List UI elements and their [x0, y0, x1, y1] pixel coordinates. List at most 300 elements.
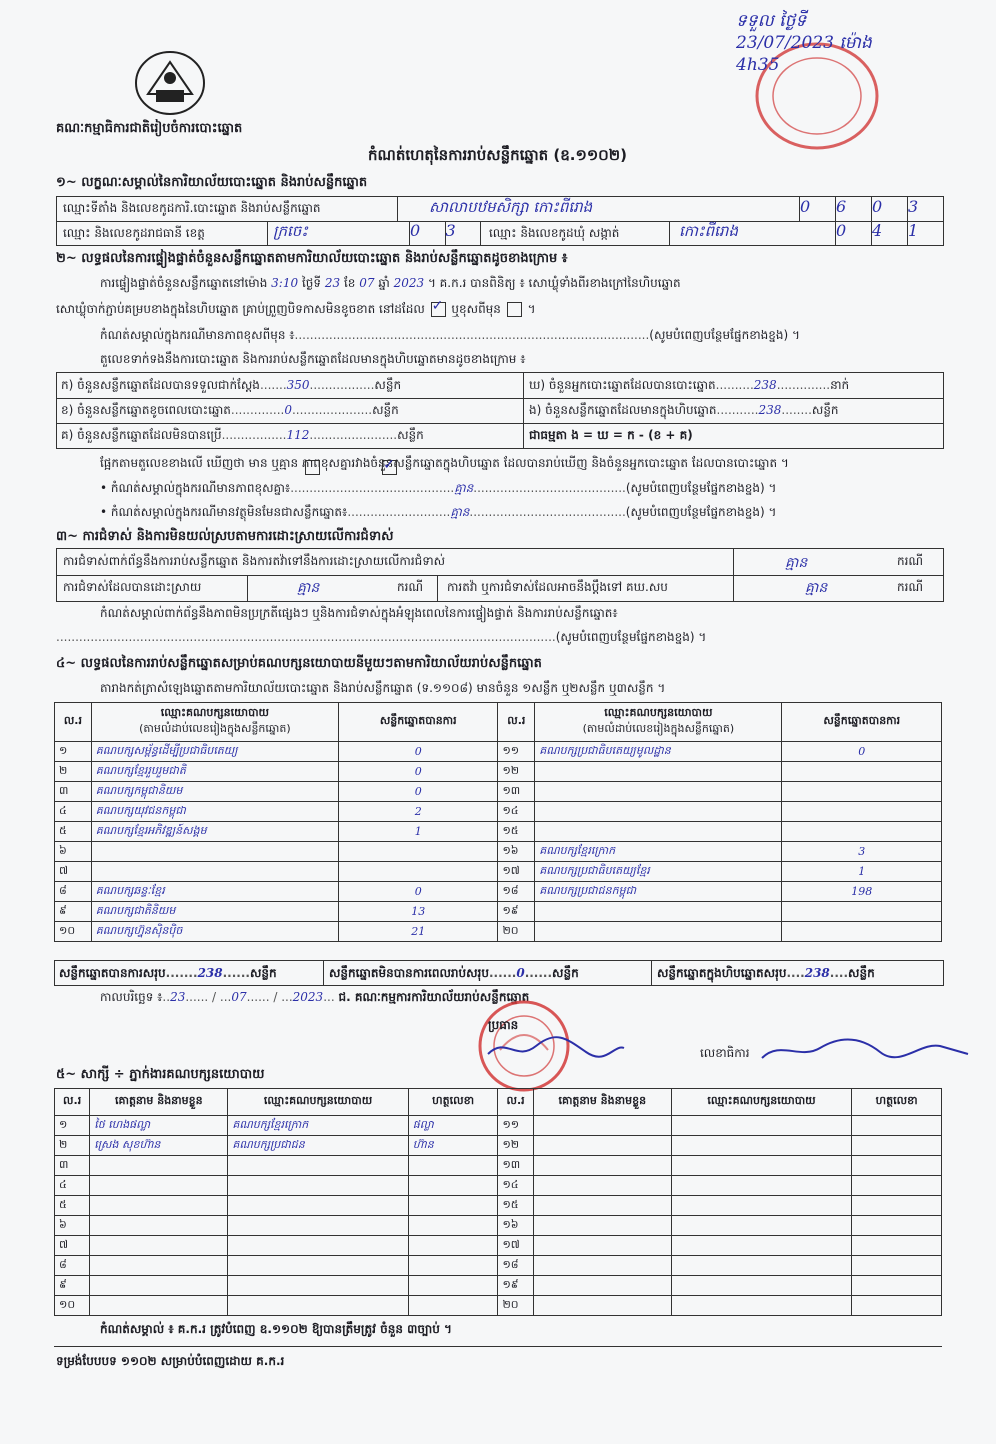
witness-signature [408, 1296, 498, 1316]
table-row [55, 1296, 942, 1316]
secretary-signature [760, 1030, 970, 1076]
witness-name [90, 1236, 228, 1256]
row-no: ១៩ [498, 1276, 533, 1296]
code-digit: 6 [835, 197, 871, 221]
witness-party [671, 1176, 851, 1196]
table-row [55, 782, 942, 802]
fill-note: (សូមបំពេញបន្ថែមផ្នែកខាងខ្នង) ។ [625, 481, 777, 495]
col-party-label: ឈ្មោះគណបក្សនយោបាយ [160, 706, 270, 719]
witness-header-row [55, 1089, 942, 1116]
witness-name [533, 1236, 671, 1256]
note-line: កំណត់សម្គាល់ក្នុងករណីមានភាពខុសពីមុន ៖.............................................................................................(សូមបំពេញបន្ថែមផ្នែកខាងខ្នង) ។ [100, 328, 800, 342]
col-no: ល.រ [498, 1089, 533, 1116]
row-no: ១៣ [498, 782, 535, 802]
tally-a: ក) ចំនួនសន្លឹកឆ្នោតដែលបានទទួលជាក់ស្តែង.......350.................សន្លឹក [61, 378, 402, 392]
col-party: ឈ្មោះគណបក្សនយោបាយ [228, 1089, 408, 1116]
d-label: ឃ) ចំនួនអ្នកបោះឆ្នោតដែលបានបោះឆ្នោត [529, 378, 716, 392]
row-no: ១៣ [498, 1156, 533, 1176]
unit: សន្លឹក [552, 966, 579, 980]
col-votes: សន្លឹកឆ្នោតបានការ [339, 703, 498, 742]
total-box: សន្លឹកឆ្នោតក្នុងហិបឆ្នោតសរុប....238....សន្លឹក [657, 966, 875, 980]
total-invalid-value: 0 [516, 966, 525, 980]
formula: ជាធម្មតា ង = ឃ = ក - (ខ + គ) [529, 428, 693, 442]
results-header-row [55, 703, 942, 742]
witness-name [90, 1256, 228, 1276]
total-box-value: 238 [804, 966, 830, 980]
col-no: ល.រ [498, 703, 535, 742]
witness-signature [408, 1156, 498, 1176]
row-no: ១០ [55, 922, 92, 942]
witness-party: គណបក្សប្រជាជន [228, 1136, 408, 1156]
line2-text: សោឃ្លុំចាក់ភ្ជាប់គម្របខាងក្នុងនៃហិបឆ្នោត គ្រាប់ព្រួញបិទកាសមិនខូចខាត នៅដដែល [56, 302, 425, 316]
party-name [535, 802, 782, 822]
month-value: 07 [359, 276, 375, 290]
witness-signature [408, 1256, 498, 1276]
bullet1-label: • កំណត់សម្គាល់ក្នុងករណីមានភាពខុសគ្នា៖ [100, 481, 291, 495]
sec1-box [56, 196, 944, 246]
line1-rest: ។ គ.ក.រ បានពិនិត្យ ៖ សោឃ្លុំទាំងពីរខាងក្រៅនៃហិបឆ្នោត [427, 276, 681, 290]
time-value: 3:10 [271, 276, 299, 290]
witness-signature [852, 1236, 942, 1256]
total-box-label: សន្លឹកឆ្នោតក្នុងហិបឆ្នោតសរុប [657, 966, 787, 980]
unchanged-checkbox[interactable] [431, 302, 446, 317]
witness-party [671, 1216, 851, 1236]
row1-value: សាលាបឋមសិក្សា កោះពីរោង [429, 198, 593, 216]
witness-name: ថៃ ហេងផល្លា [90, 1116, 228, 1136]
code-digit: 3 [907, 197, 943, 221]
row2-value: ក្រចេះ [273, 222, 308, 240]
witness-party [228, 1216, 408, 1236]
vote-count [339, 842, 498, 862]
table-row [55, 742, 942, 762]
table-row [55, 1176, 942, 1196]
unit: សន្លឹក [848, 966, 875, 980]
sec4-sub: តារាងកត់ត្រាសំឡេងឆ្នោតតាមការិយាល័យបោះឆ្នោត និងរាប់សន្លឹកឆ្នោត (ទ.១១០៨) មានចំនួន ១សន្លឹក ឬ២សន្លឹក ឬ៣សន្លឹក ។ [100, 681, 666, 695]
row-no: ១ [55, 1116, 90, 1136]
witness-name [533, 1156, 671, 1176]
row-no: ១៥ [498, 1196, 533, 1216]
witness-party [671, 1136, 851, 1156]
date-day: 23 [170, 990, 186, 1004]
col-party-sub: (តាមលំដាប់លេខរៀងក្នុងសន្លឹកឆ្នោត) [139, 722, 291, 735]
witness-name [90, 1196, 228, 1216]
party-name: គណបក្សសម្ព័ន្ធដើម្បីប្រជាធិបតេយ្យ [91, 742, 338, 762]
party-name: គណបក្សខ្មែរអភិវឌ្ឍន៍សង្គម [91, 822, 338, 842]
witness-signature [408, 1196, 498, 1216]
party-name: គណបក្សប្រជាធិបតេយ្យខ្មែរ [535, 862, 782, 882]
row2-label: ឈ្មោះ និងលេខកូដរាជធានី ខេត្ត [63, 226, 205, 240]
sec3-heading: ៣~ ការជំទាស់ និងការមិនយល់ស្របតាមការដោះស្រាយលើការជំទាស់ [56, 529, 394, 544]
row-no: ១៧ [498, 1236, 533, 1256]
witness-signature [408, 1236, 498, 1256]
col-no: ល.រ [55, 703, 92, 742]
party-name: គណបក្សហ្វ៊ុនស៊ិនប៉ិច [91, 922, 338, 942]
vote-count: 3 [782, 842, 942, 862]
table-row [55, 922, 942, 942]
c-label: គ) ចំនួនសន្លឹកឆ្នោតដែលមិនបានប្រើ [61, 428, 222, 442]
party-name [535, 922, 782, 942]
witness-name: ស្រេង សុខហ៊ាន [90, 1136, 228, 1156]
witness-name [533, 1216, 671, 1236]
witness-signature [852, 1216, 942, 1236]
totals-row [54, 960, 944, 986]
tally-box [56, 372, 944, 449]
stamp-note: ទទួល ថ្ងៃទី 23/07/2023 ម៉ោង 4h35 [736, 11, 872, 75]
party-name: គណបក្សប្រជាជនកម្ពុជា [535, 882, 782, 902]
org-name: គណៈកម្មាធិការជាតិរៀបចំការបោះឆ្នោត [56, 121, 243, 136]
table-row [55, 1276, 942, 1296]
bullet2-value: គ្មាន [450, 505, 470, 519]
row-no: ៦ [55, 842, 92, 862]
row-no: ១៨ [498, 1256, 533, 1276]
obj-r2-value2: គ្មាន [805, 580, 828, 596]
sign-label: ជ. គណៈកម្មការការិយាល័យរាប់សន្លឹកឆ្នោត [338, 990, 530, 1004]
vote-count [782, 902, 942, 922]
witness-party [671, 1196, 851, 1216]
bullet1-value: គ្មាន [454, 481, 474, 495]
col-no: ល.រ [55, 1089, 90, 1116]
row-no: ៩ [55, 1276, 90, 1296]
vote-count: 0 [339, 762, 498, 782]
total-invalid: សន្លឹកឆ្នោតមិនបានការពេលរាប់សរុប......0......សន្លឹក [329, 966, 579, 980]
fill-note: (សូមបំពេញបន្ថែមផ្នែកខាងខ្នង) ។ [625, 505, 777, 519]
total-valid-value: 238 [197, 966, 223, 980]
objection-box [56, 548, 944, 602]
sec3-fill-line: ...................................................................................................................................(សូមបំពេញបន្ថែមផ្នែកខាងខ្នង) ។ [56, 630, 707, 644]
col-party-label: ឈ្មោះគណបក្សនយោបាយ [604, 706, 713, 719]
witness-name [90, 1216, 228, 1236]
row-no: ១៧ [498, 862, 535, 882]
row-no: ៨ [55, 1256, 90, 1276]
row-no: ៥ [55, 822, 92, 842]
witness-signature [852, 1196, 942, 1216]
row2-value2: កោះពីរោង [679, 222, 738, 240]
witness-signature [852, 1156, 942, 1176]
party-name [535, 822, 782, 842]
total-valid-label: សន្លឹកឆ្នោតបានការសរុប [59, 966, 166, 980]
witness-party [228, 1156, 408, 1176]
witness-name [90, 1156, 228, 1176]
obj-r1-value: គ្មាន [785, 555, 808, 571]
party-name: គណបក្សខ្មែររួបរួមជាតិ [91, 762, 338, 782]
witness-party [228, 1236, 408, 1256]
table-row [55, 862, 942, 882]
obj-r2-value: គ្មាន [297, 580, 320, 596]
party-name [91, 862, 338, 882]
table-row [55, 1136, 942, 1156]
date-label: កាលបរិច្ឆេទ ៖ [100, 990, 163, 1004]
day-value: 23 [324, 276, 341, 290]
witness-signature [852, 1256, 942, 1276]
party-name [91, 842, 338, 862]
witness-party [671, 1236, 851, 1256]
row2-label2: ឈ្មោះ និងលេខកូដឃុំ សង្កាត់ [489, 226, 620, 240]
witness-name [533, 1276, 671, 1296]
table-row [55, 822, 942, 842]
fill-note: (សូមបំពេញបន្ថែមផ្នែកខាងខ្នង) ។ [649, 328, 800, 342]
c-value: 112 [286, 428, 310, 442]
b-label: ខ) ចំនួនសន្លឹកឆ្នោតខូចពេលបោះឆ្នោត [61, 403, 231, 417]
witness-party [228, 1296, 408, 1316]
month-label: ខែ [343, 276, 356, 290]
date-line: កាលបរិច្ឆេទ ៖..23...... / ...07...... / ...2023... ជ. គណៈកម្មការការិយាល័យរាប់សន្លឹកឆ្នោត [100, 990, 530, 1004]
witness-signature [408, 1176, 498, 1196]
a-label: ក) ចំនួនសន្លឹកឆ្នោតដែលបានទទួលជាក់ស្តែង [61, 378, 260, 392]
bullet2-label: • កំណត់សម្គាល់ក្នុងករណីមានវត្ថុមិនមែនជាសន្លឹកឆ្នោត៖ [100, 505, 348, 519]
witness-signature: ហ៊ាន [408, 1136, 498, 1156]
code-digit: 4 [871, 221, 907, 245]
table-row [55, 1256, 942, 1276]
code-digit: 0 [799, 197, 835, 221]
witness-name [90, 1176, 228, 1196]
row-no: ៣ [55, 1156, 90, 1176]
vote-count: 1 [782, 862, 942, 882]
table-row [55, 1156, 942, 1176]
witness-name [533, 1176, 671, 1196]
row1-code [799, 197, 943, 221]
witness-party [671, 1276, 851, 1296]
chair-signature [486, 1034, 626, 1064]
a-value: 350 [286, 378, 310, 392]
witness-name [533, 1116, 671, 1136]
sec2-intro: តួលេខទាក់ទងនឹងការបោះឆ្នោត និងការរាប់សន្លឹកឆ្នោតដែលមានក្នុងហិបឆ្នោតមានដូចខាងក្រោម ៖ [100, 352, 526, 366]
table-row [55, 1216, 942, 1236]
row-no: ៣ [55, 782, 92, 802]
year-label: ឆ្នាំ [378, 276, 390, 290]
witness-party [671, 1156, 851, 1176]
fill-note: (សូមបំពេញបន្ថែមផ្នែកខាងខ្នង) ។ [555, 630, 707, 644]
witness-table [54, 1088, 942, 1316]
col-sign: ហត្ថលេខា [852, 1089, 942, 1116]
table-row [55, 1196, 942, 1216]
e-value: 238 [758, 403, 782, 417]
witness-party: គណបក្សខ្មែរក្រោក [228, 1116, 408, 1136]
witness-name [533, 1296, 671, 1316]
vote-count: 0 [339, 882, 498, 902]
party-name: គណបក្សប្រជាធិបតេយ្យមូលដ្ឋាន [535, 742, 782, 762]
unit: សន្លឹក [249, 966, 277, 980]
witness-name [533, 1256, 671, 1276]
table-row [55, 882, 942, 902]
party-name [535, 782, 782, 802]
vote-count [339, 862, 498, 882]
row-no: ២ [55, 1136, 90, 1156]
code-digit: 3 [445, 221, 482, 245]
row-no: ១៩ [498, 902, 535, 922]
row-no: ១ [55, 742, 92, 762]
sec5-heading: ៥~ សាក្សី ÷ ភ្នាក់ងារគណបក្សនយោបាយ [56, 1067, 265, 1082]
witness-party [228, 1176, 408, 1196]
table-row [55, 762, 942, 782]
witness-name [90, 1296, 228, 1316]
row-no: ៤ [55, 802, 92, 822]
witness-party [228, 1196, 408, 1216]
code-digit: 0 [871, 197, 907, 221]
obj-r1-label: ការជំទាស់ពាក់ព័ន្ធនឹងការរាប់សន្លឹកឆ្នោត និងការតវ៉ាទៅនឹងការដោះស្រាយលើការជំទាស់ [63, 554, 446, 568]
note-label: កំណត់សម្គាល់ក្នុងករណីមានភាពខុសពីមុន ៖ [100, 328, 295, 342]
table-row [55, 1236, 942, 1256]
vote-count: 198 [782, 882, 942, 902]
table-row [55, 902, 942, 922]
sec4-heading: ៤~ លទ្ធផលនៃការរាប់សន្លឹកឆ្នោតសម្រាប់គណបក្សនយោបាយនីមួយៗតាមការិយាល័យរាប់សន្លឹកឆ្នោត [56, 656, 542, 671]
unit: នាក់ [830, 378, 850, 392]
changed-label: ឬខុសពីមុន [451, 302, 501, 316]
secretary-label: លេខាធិការ [700, 1046, 750, 1060]
row-no: ៩ [55, 902, 92, 922]
vote-count: 0 [339, 742, 498, 762]
b-value: 0 [284, 403, 292, 417]
party-name: គណបក្សយុវជនកម្ពុជា [91, 802, 338, 822]
row-no: ៥ [55, 1196, 90, 1216]
row-no: ១២ [498, 762, 535, 782]
date-year: 2023 [292, 990, 324, 1004]
vote-count [782, 822, 942, 842]
line1-text: ការផ្ទៀងផ្ទាត់ចំនួនសន្លឹកឆ្នោតនៅម៉ោង [100, 276, 268, 290]
witness-signature [852, 1276, 942, 1296]
vote-count [782, 922, 942, 942]
changed-checkbox[interactable] [507, 302, 522, 317]
obj-unit: ករណី [397, 580, 424, 594]
row-no: ៧ [55, 1236, 90, 1256]
witness-signature [408, 1216, 498, 1236]
obj-unit: ករណី [897, 554, 924, 568]
nec-logo [134, 50, 206, 116]
code-digit: 0 [409, 221, 445, 245]
table-row [55, 842, 942, 862]
unit: សន្លឹក [372, 403, 399, 417]
vote-count [782, 782, 942, 802]
row-no: ៧ [55, 862, 92, 882]
col-party [91, 703, 338, 742]
no-diff-checkbox[interactable] [382, 460, 397, 475]
witness-party [671, 1116, 851, 1136]
col-name: គោត្តនាម និងនាមខ្លួន [90, 1089, 228, 1116]
vote-count [782, 762, 942, 782]
unit: សន្លឹក [397, 428, 424, 442]
results-body [55, 742, 942, 942]
total-valid: សន្លឹកឆ្នោតបានការសរុប.......238......សន្លឹក [59, 966, 277, 980]
col-votes: សន្លឹកឆ្នោតបានការ [782, 703, 942, 742]
sec2-line2: សោឃ្លុំចាក់ភ្ជាប់គម្របខាងក្នុងនៃហិបឆ្នោត គ្រាប់ព្រួញបិទកាសមិនខូចខាត នៅដដែល ✓ ឬខុសពីមុន ។ [56, 302, 535, 317]
has-diff-checkbox[interactable] [305, 460, 320, 475]
party-name [535, 902, 782, 922]
row-no: ១៦ [498, 1216, 533, 1236]
vote-count: 1 [339, 822, 498, 842]
col-sign: ហត្ថលេខា [408, 1089, 498, 1116]
d-value: 238 [753, 378, 777, 392]
witness-party [228, 1256, 408, 1276]
witness-signature [852, 1296, 942, 1316]
row-no: ៤ [55, 1176, 90, 1196]
obj-r2-label: ការជំទាស់ដែលបានដោះស្រាយ [63, 580, 202, 594]
code-digit: 0 [835, 221, 871, 245]
date-month: 07 [231, 990, 247, 1004]
witness-name [533, 1136, 671, 1156]
table-row [55, 802, 942, 822]
col-party-sub: (តាមលំដាប់លេខរៀងក្នុងសន្លឹកឆ្នោត) [582, 722, 735, 735]
row-no: ២០ [498, 1296, 533, 1316]
footnote: កំណត់សម្គាល់ ៖ គ.ក.រ ត្រូវបំពេញ ឧ.១១០២ ឱ្យបានត្រឹមត្រូវ ចំនួន ៣ច្បាប់ ។ [100, 1322, 452, 1336]
sec2-heading: ២~ លទ្ធផលនៃការផ្ទៀងផ្ទាត់ចំនួនសន្លឹកឆ្នោតតាមការិយាល័យបោះឆ្នោត និងរាប់សន្លឹកឆ្នោតដូចខាងក្រោម ៖ [56, 251, 568, 266]
witness-signature [408, 1276, 498, 1296]
witness-name [533, 1196, 671, 1216]
row-no: ១២ [498, 1136, 533, 1156]
chair-label: ប្រធាន [488, 1018, 519, 1032]
total-invalid-label: សន្លឹកឆ្នោតមិនបានការពេលរាប់សរុប [329, 966, 489, 980]
day-label: ថ្ងៃទី [301, 276, 321, 290]
witness-signature [852, 1136, 942, 1156]
row-no: ១៤ [498, 802, 535, 822]
bullet1: • កំណត់សម្គាល់ក្នុងករណីមានភាពខុសគ្នា៖...........................................គ្មាន........................................(សូមបំពេញបន្ថែមផ្នែកខាងខ្នង) ។ [100, 481, 777, 495]
tally-d: ឃ) ចំនួនអ្នកបោះឆ្នោតដែលបានបោះឆ្នោត..........238..............នាក់ [529, 378, 850, 392]
witness-name [90, 1276, 228, 1296]
row-no: ១៤ [498, 1176, 533, 1196]
row-no: ៨ [55, 882, 92, 902]
party-name [535, 762, 782, 782]
form-title: កំណត់ហេតុនៃការរាប់សន្លឹកឆ្នោត (ឧ.១១០២) [368, 146, 628, 164]
party-name: គណបក្សកម្ពុជានិយម [91, 782, 338, 802]
witness-signature [852, 1176, 942, 1196]
row-no: ១០ [55, 1296, 90, 1316]
row-no: ១១ [498, 742, 535, 762]
code-digit: 1 [907, 221, 943, 245]
sec1-heading: ១~ លក្ខណៈសម្គាល់នៃការិយាល័យបោះឆ្នោត និងរាប់សន្លឹកឆ្នោត [56, 175, 368, 190]
footer: ទម្រង់បែបបទ ១១០២ សម្រាប់បំពេញដោយ គ.ក.រ [56, 1354, 285, 1368]
year-value: 2023 [393, 276, 425, 290]
col-party: ឈ្មោះគណបក្សនយោបាយ [671, 1089, 851, 1116]
vote-count: 0 [339, 782, 498, 802]
vote-count: 0 [782, 742, 942, 762]
obj-unit: ករណី [897, 580, 924, 594]
witness-signature [852, 1116, 942, 1136]
tally-e: ង) ចំនួនសន្លឹកឆ្នោតដែលមានក្នុងហិបឆ្នោត...........238........សន្លឹក [529, 403, 839, 417]
unit: សន្លឹក [811, 403, 839, 417]
witness-party [671, 1296, 851, 1316]
vote-count: 13 [339, 902, 498, 922]
col-party [535, 703, 782, 742]
obj-r2-label2: ការតវ៉ា ឬការជំទាស់ដែលអាចនឹងប្តឹងទៅ គឃ.សប [447, 580, 668, 594]
table-row [55, 1116, 942, 1136]
row-no: ១៨ [498, 882, 535, 902]
witness-body [55, 1116, 942, 1316]
row-no: ១៥ [498, 822, 535, 842]
check-line: ផ្អែកតាមតួលេខខាងលើ ឃើញថា មាន ឬគ្មាន ភាពខុសគ្នារវាងចំនួនសន្លឹកឆ្នោតក្នុងហិបឆ្នោត ដែលបានរាប់ឃើញ និងចំនួនអ្នកបោះឆ្នោត ដែលបានបោះឆ្នោត ។ [100, 456, 789, 470]
tally-b: ខ) ចំនួនសន្លឹកឆ្នោតខូចពេលបោះឆ្នោត..............0.....................សន្លឹក [61, 403, 399, 417]
row-no: ១១ [498, 1116, 533, 1136]
tally-c: គ) ចំនួនសន្លឹកឆ្នោតដែលមិនបានប្រើ.................112.......................សន្លឹក [61, 428, 424, 442]
row-no: ២០ [498, 922, 535, 942]
party-name: គណបក្សឆន្ទៈខ្មែរ [91, 882, 338, 902]
bullet2: • កំណត់សម្គាល់ក្នុងករណីមានវត្ថុមិនមែនជាសន្លឹកឆ្នោត៖...........................គ្មាន.........................................(សូមបំពេញបន្ថែមផ្នែកខាងខ្នង) ។ [100, 505, 777, 519]
sec3-note: កំណត់សម្គាល់ពាក់ព័ន្ធនឹងភាពមិនប្រក្រតីផ្សេងៗ ឬនិងការជំទាស់ក្នុងអំឡុងពេលនៃការផ្ទៀងផ្ទាត់ និងការរាប់សន្លឹកឆ្នោត៖ [100, 606, 618, 620]
results-table [54, 702, 942, 942]
party-name: គណបក្សខ្មែរក្រោក [535, 842, 782, 862]
vote-count [782, 802, 942, 822]
witness-party [228, 1276, 408, 1296]
vote-count: 21 [339, 922, 498, 942]
row-no: ២ [55, 762, 92, 782]
party-name: គណបក្សជាតិនិយម [91, 902, 338, 922]
witness-party [671, 1256, 851, 1276]
witness-signature: ផល្លា [408, 1116, 498, 1136]
vote-count: 2 [339, 802, 498, 822]
col-name: គោត្តនាម និងនាមខ្លួន [533, 1089, 671, 1116]
row1-label: ឈ្មោះទីតាំង និងលេខកូដការិ.បោះឆ្នោត និងរាប់សន្លឹកឆ្នោត [63, 201, 321, 215]
row-no: ១៦ [498, 842, 535, 862]
unit: សន្លឹក [374, 378, 402, 392]
sec2-line1 [100, 276, 681, 290]
row-no: ៦ [55, 1216, 90, 1236]
